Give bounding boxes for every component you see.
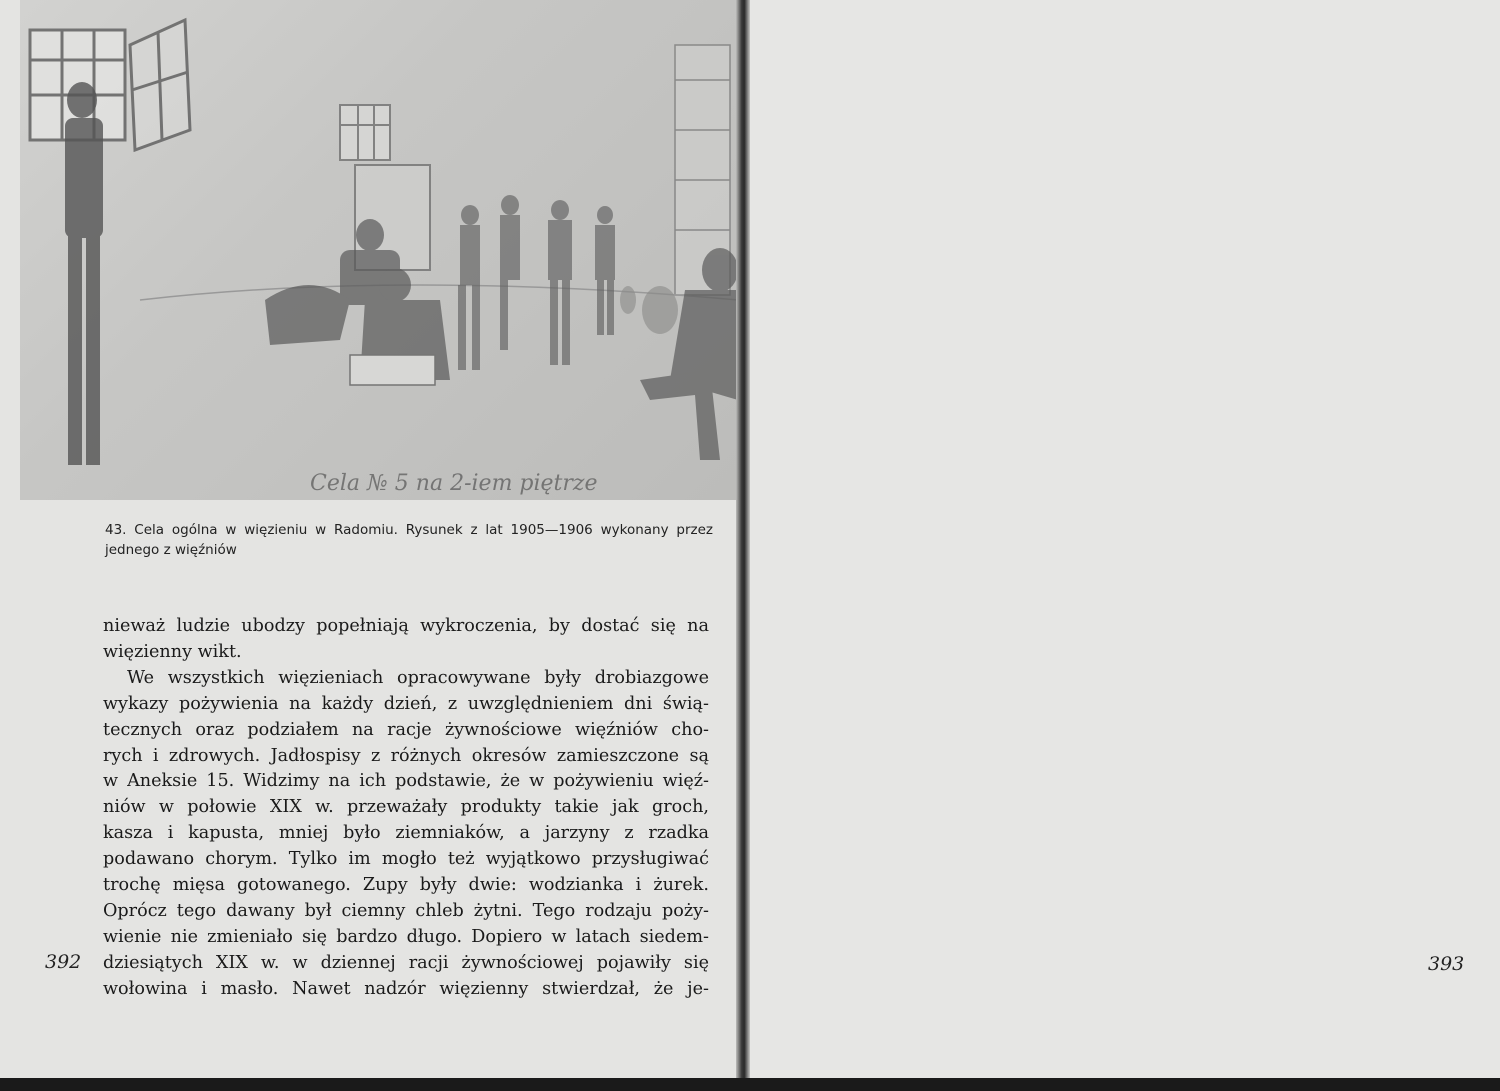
page-number-left: 392 [45, 951, 82, 973]
drawing-inscription: Cela № 5 na 2-iem piętrze [310, 471, 598, 496]
text-line: podawano chorym. Tylko im mogło też wyjątkowo przysługiwać [103, 849, 709, 870]
page-number-right: 393 [1428, 953, 1465, 975]
text-line: niów w połowie XIX w. przeważały produkty takie jak groch, [103, 797, 709, 818]
prison-cell-drawing [20, 0, 738, 500]
text-line: rych i zdrowych. Jadłospisy z różnych okresów zamieszczone są [103, 745, 709, 766]
text-line: kasza i kapusta, mniej było ziemniaków, a jarzyny z rzadka [103, 823, 709, 844]
text-line: w Aneksie 15. Widzimy na ich podstawie, że w pożywieniu więź- [103, 771, 709, 792]
text-line: tecznych oraz podziałem na racje żywnościowe więźniów cho- [103, 719, 709, 740]
scan-bottom-edge [0, 1078, 1500, 1091]
figure-caption: 43. Cela ogólna w więzieniu w Radomiu. Rysunek z lat 1905—1906 wykonany przez jednego z więźniów [105, 522, 713, 558]
text-line: więzienny wikt. [103, 641, 242, 662]
text-line: wołowina i masło. Nawet nadzór więzienny stwierdzał, że je- [103, 978, 709, 999]
text-line: wykazy pożywienia na każdy dzień, z uwzględnieniem dni świą- [103, 693, 709, 714]
right-page [748, 0, 1500, 1080]
text-line: Oprócz tego dawany był ciemny chleb żytni. Tego rodzaju poży- [103, 900, 709, 921]
left-page [0, 0, 738, 1080]
text-line: We wszystkich więzieniach opracowywane były drobiazgowe [127, 667, 709, 688]
drawing-svg [20, 0, 738, 500]
text-line: trochę mięsa gotowanego. Zupy były dwie: wodzianka i żurek. [103, 875, 709, 896]
text-line: dziesiątych XIX w. w dziennej racji żywnościowej pojawiły się [103, 952, 709, 973]
text-line: nieważ ludzie ubodzy popełniają wykroczenia, by dostać się na [103, 616, 709, 636]
left-body-text [103, 614, 709, 1003]
text-line: wienie nie zmieniało się bardzo długo. Dopiero w latach siedem- [103, 926, 709, 947]
book-spine-gutter [736, 0, 750, 1091]
